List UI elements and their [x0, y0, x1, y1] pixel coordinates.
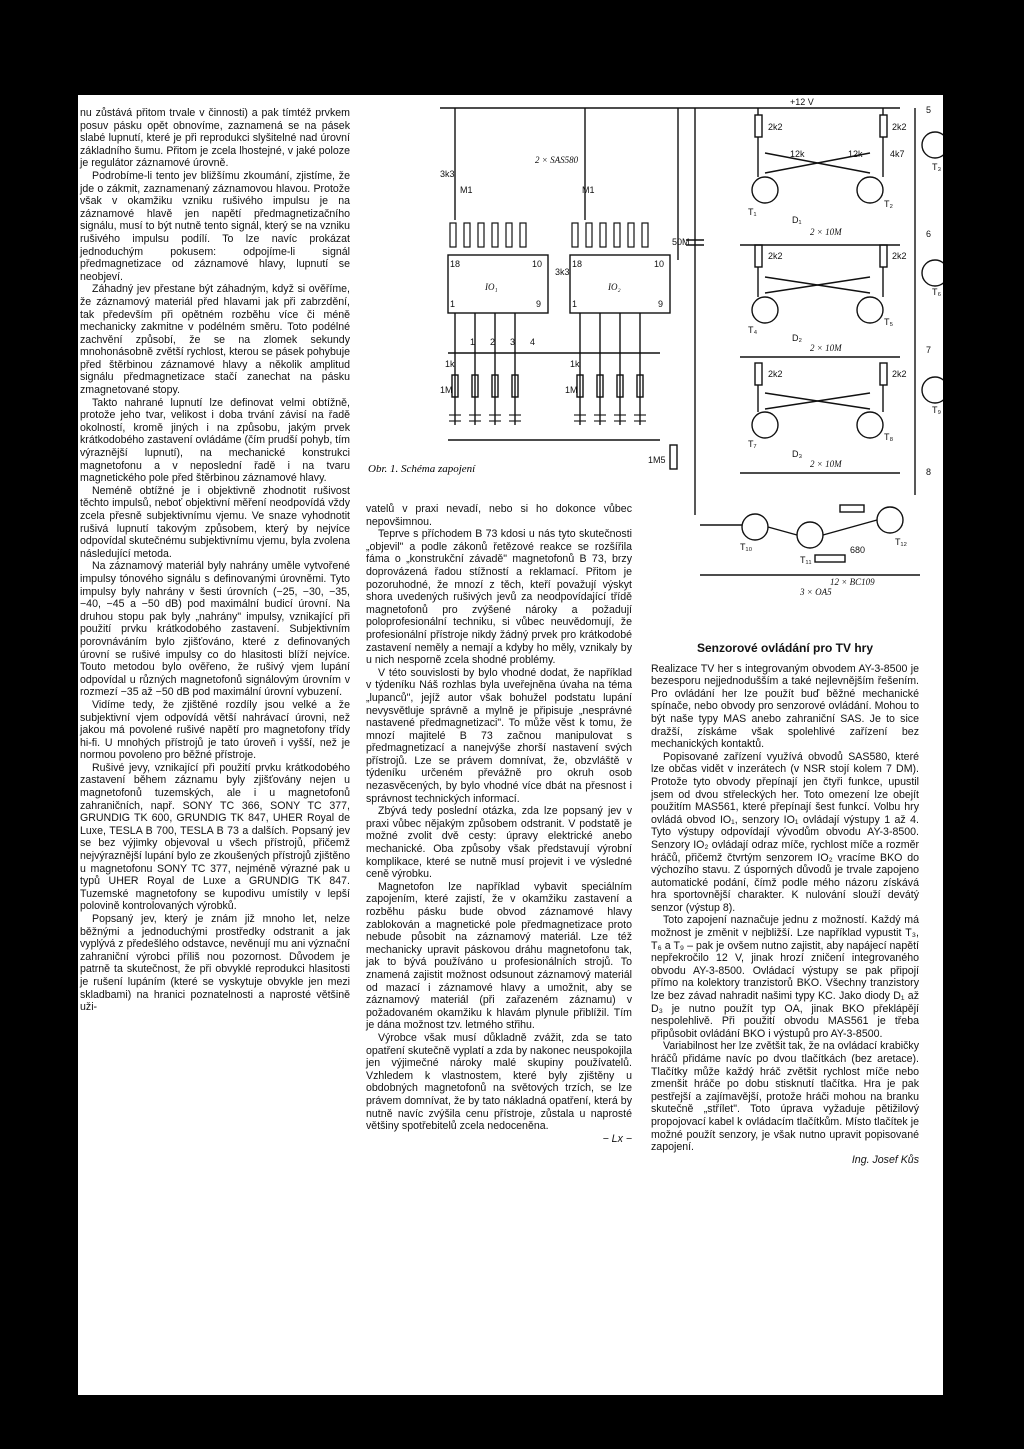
- article-right-column: [651, 642, 919, 1166]
- article-title: Senzorové ovládání pro TV hry: [696, 641, 874, 655]
- svg-text:1M: 1M: [565, 385, 578, 395]
- svg-text:1M: 1M: [440, 385, 453, 395]
- article-left-column: [80, 107, 350, 1014]
- paragraph: Zbývá tedy poslední otázka, zda lze popsaný jev v praxi vůbec nějakým způsobem odstranit. V podstatě je možné zvolit dvě cesty: úpravy elektrické anebo mechanické. Oba způsoby však představují výrobní komplikace, které se nutně musí projevit i ve výsledné ceně výrobku.: [366, 805, 632, 881]
- svg-text:12k: 12k: [790, 149, 805, 159]
- paragraph: Podrobíme-li tento jev bližšímu zkoumání, zjistíme, že jde o zákmit, zaznamenaný záznamovou hlavou. Protože však v okamžiku vzniku rušivého impulsu je na záznamové hlavě jen napětí předmagnetizačního signálu, musí to být nutně tento signál, který se na vzniku rušivého impulsu podílí. To lze navíc prokázat jednoduchým pokusem: odpojíme-li signál předmagnetizace od záznamové hlavy, lupnutí se neobjeví.: [80, 169, 350, 283]
- svg-text:7: 7: [926, 345, 932, 355]
- svg-text:9: 9: [536, 299, 542, 309]
- svg-text:2 × 10M: 2 × 10M: [810, 343, 842, 353]
- svg-text:T₅: T₅: [884, 317, 894, 327]
- paragraph: vatelů v praxi nevadí, nebo si ho dokonce vůbec nepovšimnou.: [366, 503, 632, 528]
- svg-text:IO₁: IO₁: [485, 282, 498, 292]
- article-middle-column: [366, 503, 632, 1145]
- svg-text:4: 4: [530, 337, 536, 347]
- paragraph: Realizace TV her s integrovaným obvodem AY-3-8500 je bezesporu nejjednodušším a také nejlevnějším řešením. Pro ovládání her lze použít buď běžné mechanické spínače, nebo obvody pro senzorové ovládání. Mohou to být naše typy MAS anebo zahraniční SAS. Je to sice dražší, získáme však spolehlivé zařízení bez mechanických kontaktů.: [651, 662, 919, 751]
- svg-text:T₂: T₂: [884, 199, 893, 209]
- svg-text:2k2: 2k2: [892, 369, 907, 379]
- paragraph: Variabilnost her lze zvětšit tak, že na ovládací krabičky hráčů přidáme navíc po dvou tlačítkách (bez aretace). Tlačítky může každý hráč zvětšit rychlost míče nebo zmenšit hráče po dobu stisknutí tlačítka. Hra je pak pestřejší a zajímavější, protože hráči mohou na branku skutečně „střílet". Toto úprava vyžaduje pětižilový propojovací kabel k ovládacím tlačítkům. Místo tlačítek je možné použít senzory, je však nutno upravit popisované zapojení.: [651, 1040, 919, 1154]
- svg-text:2k2: 2k2: [892, 251, 907, 261]
- svg-text:1k: 1k: [570, 359, 580, 369]
- svg-text:T₆: T₆: [932, 287, 942, 297]
- paragraph: Na záznamový materiál byly nahrány uměle vytvořené impulsy tónového signálu s definovanými úrovněmi. Tyto impulsy byly nahrány v šesti úrovních (−25, −30, −35, −40, −45 a −50 dB) pod maximální budicí úrovní. Na druhou stopu pak byly „nahrány" impulsy, vznikající při použití prvku krátkodobého zastavení. Subjektivním porovnáváním bylo zjišťováno, které z definovaných úrovní se rušivé impulsy co do hlasitosti blíží nejvíce. Touto metodou bylo ověřeno, že rušivý vjem lupání odpovídal u různých magnetofonů signálovým úrovním v rozmezí −35 až −50 dB pod maximální úrovní vybuzení.: [80, 560, 350, 699]
- author-signature: − Lx −: [602, 1132, 632, 1145]
- paragraph: Záhadný jev přestane být záhadným, když si ověříme, že záznamový materiál před hlavami jak při zabrzdění, tak především při opětném rozběhu více či méně mechanicky zakmitne v podélném směru. Toto podélné zachvění způsobí, že se na zlomek sekundy mnohonásobně zvětší rychlost, kterou se pásek pohybuje před štěrbinou záznamové hlavy a několik amplitud signálu předmagnetizace stačí zanechat na pásku zmagnetované stopy.: [80, 283, 350, 397]
- svg-text:2k2: 2k2: [768, 369, 783, 379]
- paragraph: Výrobce však musí důkladně zvážit, zda se tato opatření skutečně vyplatí a zda by nakonec neuspokojila jen výjimečné nároky malé skupiny používatelů. Vzhledem k vlastnostem, které byly zjištěny u obdobných magnetofonů na světových trzích, se lze právem domnívat, že by tato nákladná opatření, která by nutně navíc zvýšila cenu přístroje, zůstala u naprosté většiny spotřebitelů zcela nedoceněna.: [366, 1031, 632, 1133]
- svg-text:1: 1: [572, 299, 578, 309]
- svg-text:3: 3: [510, 337, 516, 347]
- svg-text:T₁₀: T₁₀: [740, 542, 753, 552]
- svg-text:D₃: D₃: [792, 449, 803, 459]
- svg-text:T₉: T₉: [932, 405, 942, 415]
- svg-text:10: 10: [654, 259, 665, 269]
- svg-text:5: 5: [926, 105, 932, 115]
- svg-text:T₁₁: T₁₁: [800, 555, 812, 565]
- svg-text:6: 6: [926, 229, 932, 239]
- svg-text:18: 18: [450, 259, 461, 269]
- svg-text:12 × BC109: 12 × BC109: [830, 577, 875, 587]
- paragraph: Popisované zařízení využívá obvodů SAS580, které lze občas vidět v inzerátech (v NSR stojí kolem 7 DM). Protože tyto obvody přepínají jen čtyři funkce, upustil jsem od dvou střeleckých her. Toto omezení lze obejít použitím MAS561, které přepínají šest funkcí. Volbu hry ovládá obvod IO₁, senzory IO₁ ovládají výstupy 1 až 4. Tyto výstupy odpovídají vývodům obvodu AY-3-8500. Senzory IO₂ ovládají odraz míče, rychlost míče a rozměr hráčů, přičemž čtvrtým senzorem IO₂ vracíme BKO do výchozího stavu. Z úsporných důvodů je trvale zapojeno automatické podání, čímž podle mého názoru získává hra sportovnější charakter. K nulování slouží devátý senzor (výstup 8).: [651, 750, 919, 914]
- svg-text:3k3: 3k3: [440, 169, 455, 179]
- svg-text:2 × 10M: 2 × 10M: [810, 459, 842, 469]
- svg-text:18: 18: [572, 259, 583, 269]
- svg-text:T₁: T₁: [748, 207, 757, 217]
- svg-text:2k2: 2k2: [768, 251, 783, 261]
- svg-text:2 × 10M: 2 × 10M: [810, 227, 842, 237]
- svg-text:T₈: T₈: [884, 432, 894, 442]
- svg-text:2 × SAS580: 2 × SAS580: [535, 155, 579, 165]
- paragraph: Magnetofon lze například vybavit speciálním zapojením, které zajistí, že v okamžiku zastavení a rozběhu pásku bude obvod záznamové hlavy zablokován a magnetické pole předmagnetizace proto nebude působit na záznamový materiál. Lze též mechanicky upravit páskovou dráhu magnetofonu tak, jak to bývá používáno u profesionálních strojů. To znamená zajistit možnost odsunout záznamový materiál od mazací i záznamové hlavy a umožnit, aby se záznamový materiál (při zařazeném záznamu) v požadovaném okamžiku k hlavám plynule přiblížil. Tím je dána možnost tzv. letmého střihu.: [366, 880, 632, 1032]
- svg-text:1: 1: [470, 337, 476, 347]
- svg-text:T₄: T₄: [748, 325, 758, 335]
- paragraph: Rušivé jevy, vznikající při použití prvku krátkodobého zastavení během záznamu byly zjišťovány nejen u magnetofonů tuzemských, ale i u magnetofonů zahraničních, např. SONY TC 366, SONY TC 377, GRUNDIG TK 600, GRUNDIG TK 847, UHER Royal de Luxe, TESLA B 700, TESLA B 73 a dalších. Popsaný jev se bez výjimky objevoval u všech přístrojů, přičemž nejvýraznější lupání bylo ze zkoušených přístrojů zjištěno u magnetofonu SONY TC 377, nejméně výrazné pak u typů UHER Royal de Luxe a GRUNDIG TK 847. Tuzemské magnetofony se kupodivu umístily v lepší polovině kontrolovaných výrobků.: [80, 761, 350, 913]
- author-signature: Ing. Josef Kůs: [851, 1153, 919, 1166]
- svg-text:10: 10: [532, 259, 543, 269]
- paragraph: Toto zapojení naznačuje jednu z možností. Každý má možnost je změnit v nejbližší. Lze například vypustit T₃, T₆ a T₉ – pak je ovšem nutno zajistit, aby napájecí napětí nepřekročilo 12 V, jinak hrozí zničení integrovaného obvodu AY-3-8500. Ovládací výstupy se pak připojí přímo na kolektory tranzistorů BKO. Všechny tranzistory lze bez závad nahradit našimi typy KC. Jako diody D₁ až D₃ je nutno použít typ OA, jinak BKO překlápějí nespolehlivě. Při použití obvodu MAS561 je třeba připůsobit ovládání BKO i výstupů pro AY-3-8500.: [651, 914, 919, 1040]
- svg-text:1k: 1k: [445, 359, 455, 369]
- svg-text:50M: 50M: [672, 237, 690, 247]
- paragraph: Teprve s příchodem B 73 kdosi u nás tyto skutečnosti „objevil" a podle zákonů řetězové reakce se rozšířila fáma o „konstrukční závadě" magnetofonů B 73, brzy doprovázená řadou stížností a reklamací. Přitom je pozoruhodné, že mnozí z těch, kteří považují výskyt shora uvedených rušivých jevů za neodpovídající třídě magnetofonů pro zvýšené nároky a požadují poloprofesionální techniku, si vůbec neuvědomují, že profesionální přístroje nikdy žádný prvek pro krátkodobé zastavení neměly a nemají a kdyby ho měly, vznikaly by u nich nesporně zcela shodné problémy.: [366, 528, 632, 667]
- svg-text:8: 8: [926, 467, 932, 477]
- paragraph: V této souvislosti by bylo vhodné dodat, že například v týdeníku Náš rozhlas byla uveřejněna úvaha na téma „lupanců", jejíž autor však bohužel podstatu lupání nevysvětluje správně a mylně je připisuje „nesprávné nastavené předmagnetizaci". To může věst k tomu, že mnozí majitelé B 73 začnou manipulovat s předmagnetizací a nanejvýše zhorší nastavení svých přístrojů. Lze se právem domnívat, že, obzvláště v týdeníku určeném převážně pro okruh osob nezasvěcených, by bylo vhodné více dbát na přesnost i správnost technických informací.: [366, 666, 632, 805]
- svg-text:2k2: 2k2: [768, 122, 783, 132]
- svg-text:+12 V: +12 V: [790, 97, 814, 107]
- paragraph: Vidíme tedy, že zjištěné rozdíly jsou velké a že subjektivní vjem odpovídá větší nahrávací úrovni, než jakou má povolené rušivé napětí pro magnetofony třídy hi-fi. U mnohých přístrojů je tato úroveň i vyšší, než je normou povoleno pro běžné přístroje.: [80, 698, 350, 762]
- svg-text:1: 1: [450, 299, 456, 309]
- svg-text:9: 9: [658, 299, 664, 309]
- figure-caption: Obr. 1. Schéma zapojení: [368, 463, 476, 475]
- svg-text:T₇: T₇: [748, 439, 757, 449]
- svg-text:12k: 12k: [848, 149, 863, 159]
- paragraph: nu zůstává přitom trvale v činnosti) a pak tímtéž prvkem posuv pásku opět obnovíme, zaznamená se na pásek slabé lupnutí, které je při reprodukci slyšitelné nad úrovní základního šumu. Přitom je zcela lhostejné, v jaké poloze je regulátor záznamové úrovně.: [80, 107, 350, 170]
- paragraph: Takto nahrané lupnutí lze definovat velmi obtížně, protože jeho tvar, velikost i doba trvání závisí na řadě okolností, kromě jiných i na způsobu, jakým prvek krátkodobého zastavení ovládáme (čím prudší pohyb, tím výraznější lupnutí), na mechanické konstrukci magnetofonu a v neposlední řadě i na tvaru magnetického pole před štěrbinou záznamové hlavy.: [80, 396, 350, 485]
- paragraph: Popsaný jev, který je znám již mnoho let, nelze běžnými a jednoduchými prostředky odstranit a jak vyplývá z předešlého odstavce, nevěnují mu ani význační zahraniční výrobci příliš nou pozornost. Důvodem je patrně ta skutečnost, že při obvyklé reprodukci hlasitosti je rušení lupáním (které se vyskytuje obvykle jen mezi skladbami) na hranici poznatelnosti a naprosté většině uži-: [80, 913, 350, 1014]
- svg-text:D₁: D₁: [792, 215, 802, 225]
- svg-text:M1: M1: [460, 185, 473, 195]
- svg-text:2k2: 2k2: [892, 122, 907, 132]
- svg-text:M1: M1: [582, 185, 595, 195]
- svg-text:3 × OA5: 3 × OA5: [800, 587, 832, 597]
- paragraph: Neméně obtížné je i objektivně zhodnotit rušivost těchto impulsů, neboť objektivní měření neodpovídá vždy zcela přesně subjektivnímu vjemu. Ve snaze vyhodnotit rušivá lupnutí takovým způsobem, který by nejvíce odpovídal skutečnému subjektivnímu vjemu, byla zvolena následující metoda.: [80, 484, 350, 560]
- svg-text:1M5: 1M5: [648, 455, 666, 465]
- svg-text:4k7: 4k7: [890, 149, 905, 159]
- svg-text:2: 2: [490, 337, 496, 347]
- svg-text:680: 680: [850, 545, 866, 555]
- svg-text:T₃: T₃: [932, 162, 942, 172]
- magazine-page: [78, 95, 943, 1395]
- svg-text:T₁₂: T₁₂: [895, 537, 908, 547]
- svg-text:D₂: D₂: [792, 333, 802, 343]
- svg-text:3k3: 3k3: [555, 267, 570, 277]
- svg-text:IO₂: IO₂: [608, 282, 621, 292]
